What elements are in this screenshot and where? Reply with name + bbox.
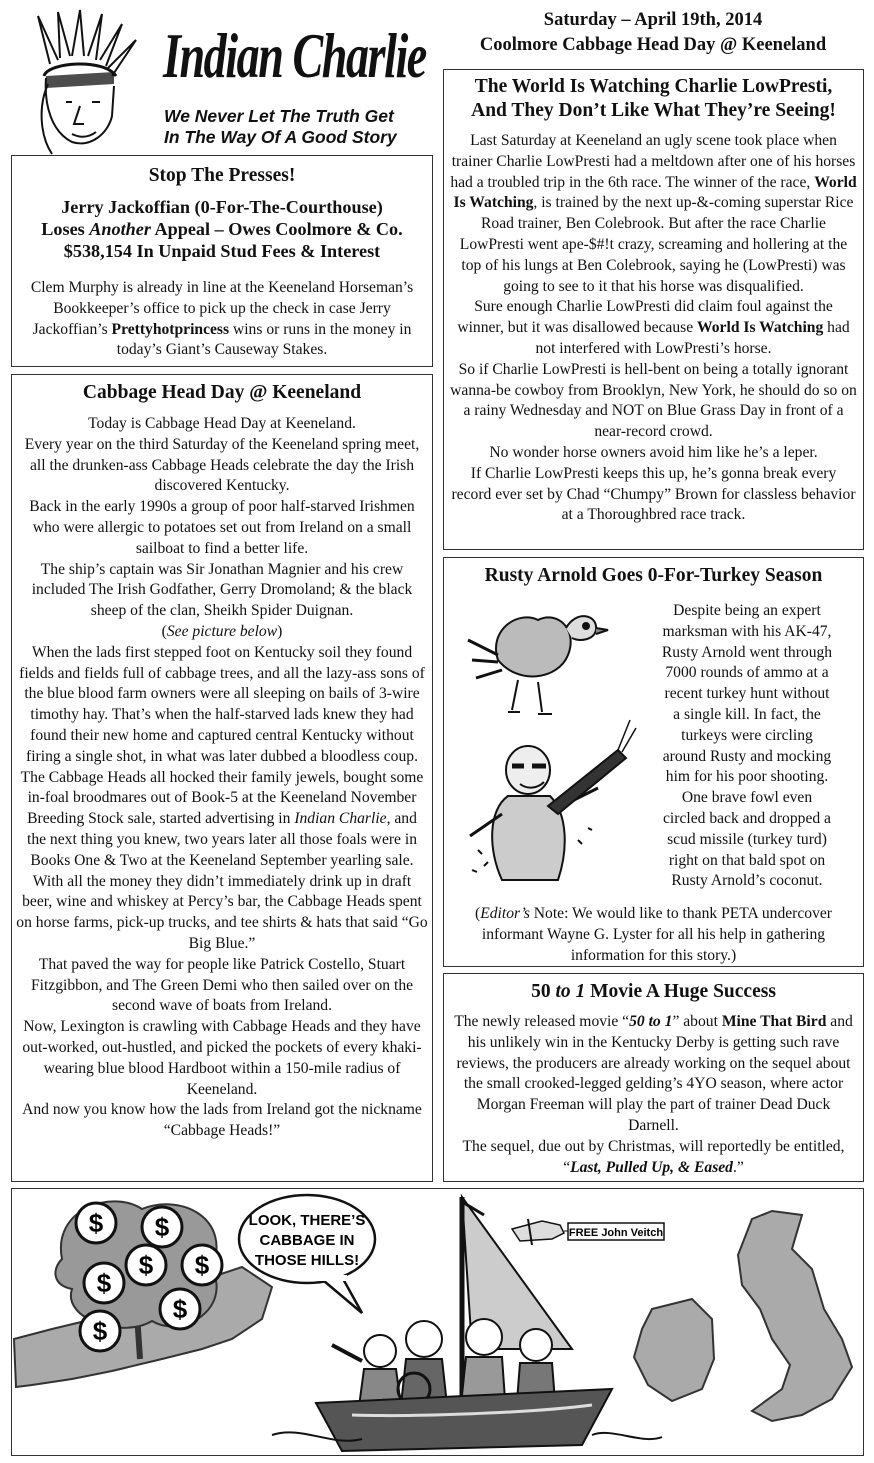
paragraph: So if Charlie LowPresti is hell-bent on being a totally ignorant wanna-be cowboy from Brooklyn, New York, he should do so on a rainy Wednesday and NOT on Blue Grass Day in front of a near-record crowd. bbox=[450, 360, 857, 441]
body-line: 7000 rounds of ammo at a bbox=[665, 664, 829, 682]
body-line: Despite being an expert bbox=[673, 602, 821, 619]
tagline bbox=[164, 106, 397, 148]
paragraph: Last Saturday at Keeneland an ugly scene took place when trainer Charlie LowPresti had a meltdown after one of his horses had a troubled trip in the 6th race. The winner of the race, World Is Watching, is trained by the next up-&-coming superstar Rice Road trainer, Ben Colebrook. But after the race Charlie LowPresti went ape-$#!t crazy, screaming and hollering at the top of his lungs at Ben Colebrook, saying he (LowPresti) was going to see to it that his horse was disqualified. bbox=[450, 132, 857, 295]
plane-with-banner bbox=[512, 1219, 664, 1245]
cartoon-illustration bbox=[12, 1189, 863, 1455]
airplane-icon bbox=[512, 1221, 564, 1241]
dollar-sign: $ bbox=[172, 1294, 188, 1324]
editors-note: (Editor’s Note: We would like to thank PETA undercover informant Wayne G. Lyster for all his help in gathering information for this story.) bbox=[475, 905, 832, 964]
body-line: One brave fowl even bbox=[681, 789, 813, 807]
dollar-sign: $ bbox=[92, 1316, 108, 1346]
banner-text: FREE John Veitch bbox=[568, 1227, 664, 1239]
paragraph: When the lads first stepped foot on Kentucky soil they found fields and fields full of cabbage trees, and all the lazy-ass sons of the blue blood farm owners were all sleeping on bails of 3-wire timothy hay. That’s when the half-starved lads knew they had found their new home and captured central Kentucky without firing a single shot, in what was later dubbed a bloodless coup. bbox=[19, 643, 425, 765]
bubble-line-1: LOOK, THERE’S bbox=[248, 1212, 366, 1229]
headline-line-3: $538,154 In Unpaid Stud Fees & Interest bbox=[63, 241, 381, 261]
issue-date: Saturday – April 19th, 2014 bbox=[543, 10, 763, 30]
body-line: around Rusty and mocking bbox=[662, 747, 832, 765]
paragraph: (See picture below) bbox=[161, 622, 283, 640]
body-line: Rusty Arnold’s coconut. bbox=[671, 872, 823, 890]
paragraph: No wonder horse owners avoid him like he’s a leper. bbox=[489, 443, 818, 461]
paragraph: The ship’s captain was Sir Jonathan Magnier and his crew included The Irish Godfather, Gerry Dromoland; & the black sheep of the clan, Sheikh Spider Duignan. bbox=[31, 560, 413, 620]
paragraph: Today is Cabbage Head Day at Keeneland. bbox=[88, 415, 356, 432]
body-line: marksman with his AK-47, bbox=[662, 622, 832, 640]
paragraph: The newly released movie “50 to 1” about Mine That Bird and his unlikely win in the Kentucky Derby is getting such rave reviews, the producers are already working on the sequel about the small crooked-legged gelding’s 4YO season, where actor Morgan Freeman will play the part of trainer Dead Duck Darnell. bbox=[454, 1013, 853, 1134]
article-body bbox=[450, 1012, 857, 1178]
headline-line-2: Loses Another Appeal – Owes Coolmore & Co. bbox=[41, 219, 403, 239]
body-line: a single kill. In fact, the bbox=[673, 705, 821, 723]
turkey-hunter-cartoon bbox=[458, 600, 638, 900]
article-fifty-to-one bbox=[443, 973, 864, 1182]
paragraph: Back in the early 1990s a group of poor half-starved Irishmen who were allergic to potatoes set out from Ireland on a small sailboat to find a better life. bbox=[29, 498, 415, 557]
body-line: right on that bald spot on bbox=[668, 851, 826, 869]
article-cabbage-head-day bbox=[11, 374, 433, 1182]
headline-line-1: Jerry Jackoffian (0-For-The-Courthouse) bbox=[61, 197, 383, 217]
indian-head-logo bbox=[8, 6, 158, 156]
issue-date-block bbox=[444, 8, 862, 58]
dollar-sign: $ bbox=[88, 1208, 104, 1238]
article-title: Rusty Arnold Goes 0-For-Turkey Season bbox=[484, 565, 823, 586]
article-title: 50 to 1 Movie A Huge Success bbox=[531, 981, 776, 1002]
dollar-sign: $ bbox=[154, 1212, 170, 1242]
body-line: recent turkey hunt without bbox=[664, 685, 830, 703]
article-body: Clem Murphy is already in line at the Keeneland Horseman’s Bookkeeper’s office to pick up the check in case Jerry Jackoffian’s Prettyhotprincess wins or runs in the money in today’s Giant’s Causeway Stakes. bbox=[30, 279, 414, 359]
paragraph: And now you know how the lads from Ireland got the nickname “Cabbage Heads!” bbox=[22, 1101, 422, 1140]
paragraph: Every year on the third Saturday of the Keeneland spring meet, all the drunken-ass Cabbage Heads celebrate the day the Irish discovered Kentucky. bbox=[24, 435, 420, 495]
dollar-sign: $ bbox=[194, 1250, 210, 1280]
paragraph: With all the money they didn’t immediately drink up in draft beer, wine and whiskey at Percy’s bar, the Cabbage Heads spent on horse farms, pick-up trucks, and tee shirts & hats that said “Go Big Blue.” bbox=[16, 872, 428, 952]
article-world-is-watching bbox=[443, 69, 864, 550]
bubble-line-2: CABBAGE IN bbox=[259, 1232, 355, 1249]
paragraph: Sure enough Charlie LowPresti did claim foul against the winner, but it was disallowed because World Is Watching had not interfered with LowPresti’s horse. bbox=[457, 298, 850, 357]
paragraph: That paved the way for people like Patrick Costello, Stuart Fitzgibbon, and The Green Demi who then sailed over on the second wave of boats from Ireland. bbox=[30, 955, 414, 1015]
body-line: scud missile (turkey turd) bbox=[667, 830, 827, 848]
article-stop-presses bbox=[11, 155, 433, 367]
newspaper-title: Indian Charlie bbox=[163, 20, 426, 91]
article-title: Stop The Presses! bbox=[148, 165, 296, 186]
article-title-line-1: The World Is Watching Charlie LowPresti, bbox=[474, 76, 833, 97]
article-body bbox=[450, 131, 857, 526]
article-rusty-arnold bbox=[443, 557, 864, 967]
article-title: Cabbage Head Day @ Keeneland bbox=[82, 382, 362, 403]
body-line: him for his poor shooting. bbox=[665, 768, 829, 786]
article-title-line-2: And They Don’t Like What They’re Seeing! bbox=[471, 100, 836, 121]
dollar-sign: $ bbox=[138, 1250, 154, 1280]
article-body bbox=[636, 601, 858, 892]
paragraph: The sequel, due out by Christmas, will reportedly be entitled, “Last, Pulled Up, & Eased.” bbox=[462, 1137, 845, 1176]
issue-event: Coolmore Cabbage Head Day @ Keeneland bbox=[479, 35, 827, 55]
tagline-line-1: We Never Let The Truth Get bbox=[164, 106, 394, 126]
paragraph: The Cabbage Heads all hocked their family jewels, bought some in-foal broodmares out of Book-5 at the Keeneland November Breeding Stock sale, started advertising in Indian Charlie, and the next thing you knew, two years later all those foals were in Books One & Two at the Keeneland September yearling sale. bbox=[20, 768, 424, 869]
dollar-sign: $ bbox=[96, 1268, 112, 1298]
paragraph: Now, Lexington is crawling with Cabbage Heads and they have out-worked, out-hustled, and picked the pockets of every khaki-wearing blue blood Hardboot within a 150-mile radius of Keeneland. bbox=[22, 1018, 422, 1098]
body-line: circled back and dropped a bbox=[663, 809, 831, 827]
article-body bbox=[16, 414, 428, 1142]
british-isles-map bbox=[634, 1211, 852, 1421]
body-line: Rusty Arnold went through bbox=[661, 643, 833, 661]
body-line: turkeys were circling bbox=[681, 726, 813, 744]
paragraph: If Charlie LowPresti keeps this up, he’s gonna break every record ever set by Chad “Chumpy” Brown for classless behavior at a Thoroughbred race track. bbox=[451, 464, 856, 524]
tagline-line-2: In The Way Of A Good Story bbox=[164, 127, 397, 147]
cartoon-panel bbox=[11, 1188, 864, 1456]
bubble-line-3: THOSE HILLS! bbox=[254, 1252, 360, 1269]
